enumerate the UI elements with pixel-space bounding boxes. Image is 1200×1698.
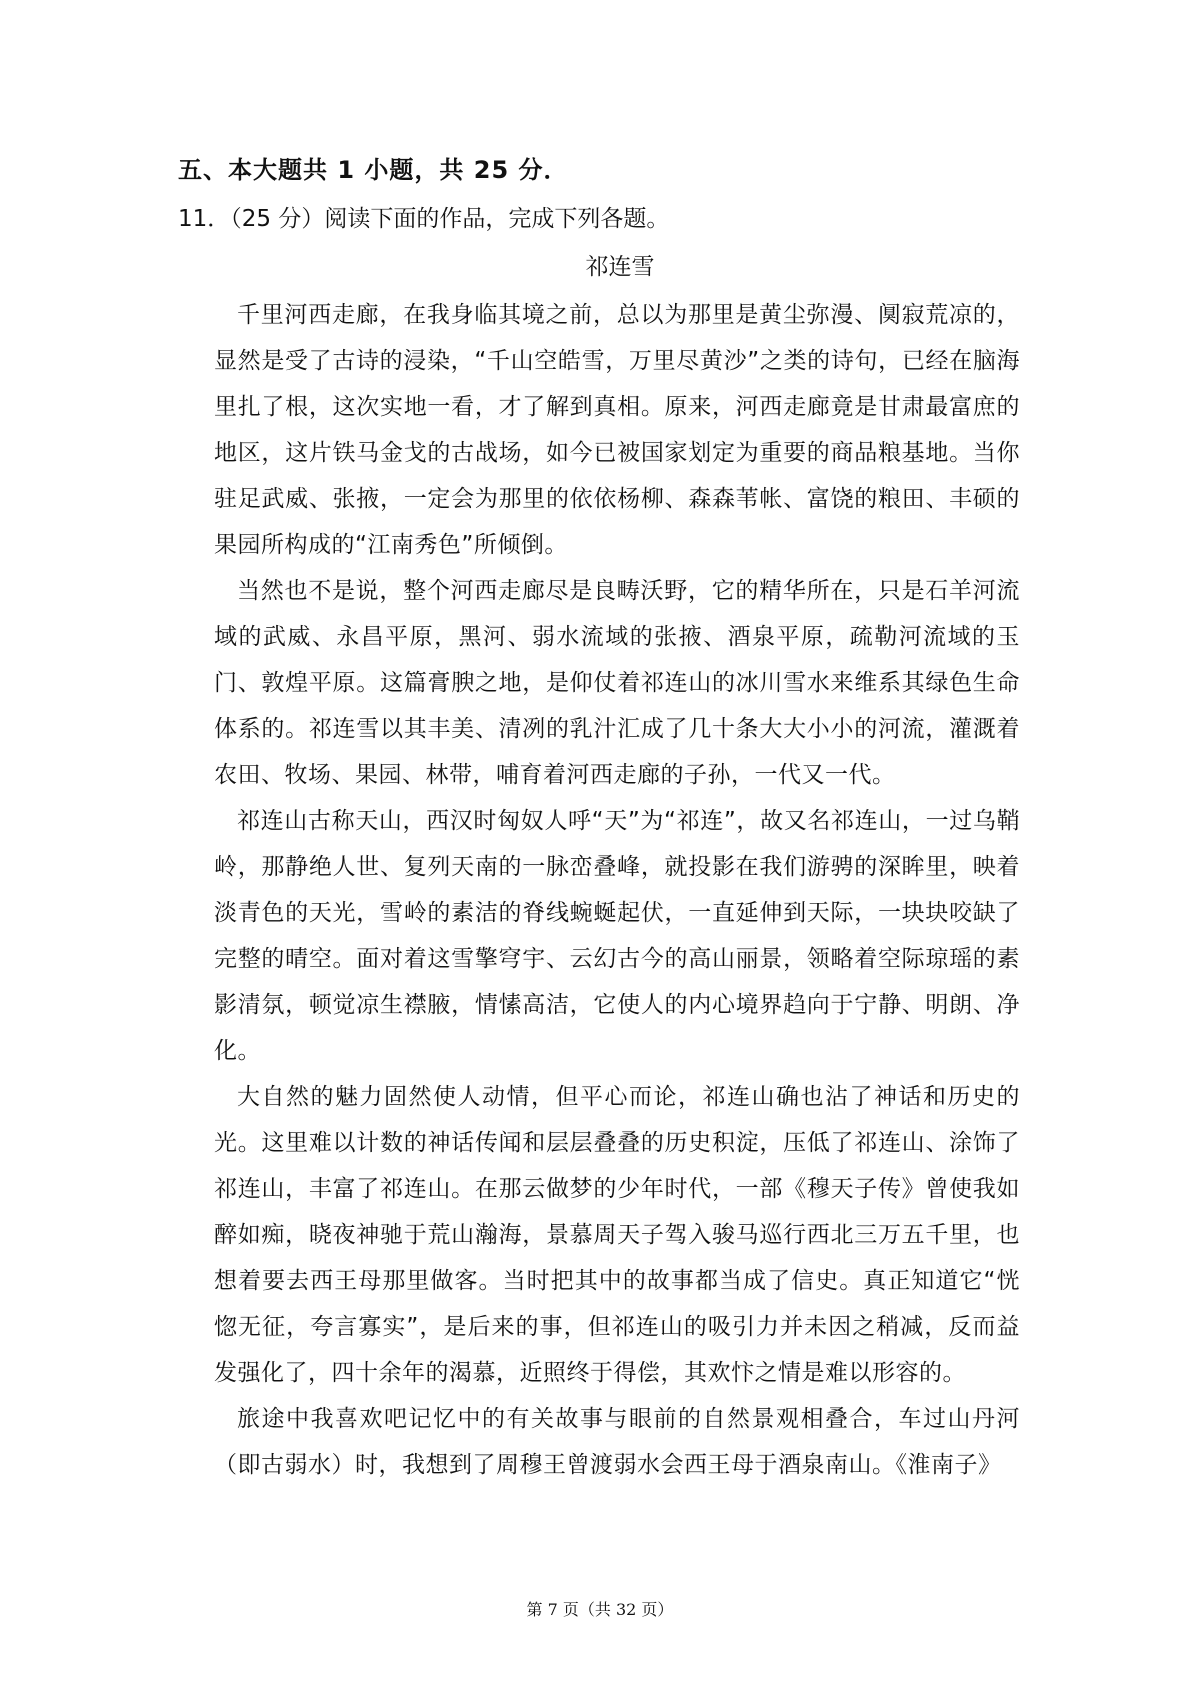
paragraph-4: 大自然的魅力固然使人动情，但平心而论，祁连山确也沾了神话和历史的光。这里难以计数的神话传闻和层层叠叠的历史积淀，压低了祁连山、涂饰了祁连山，丰富了祁连山。在那云做梦的少年时代，一部《穆天子传》曾使我如醉如痴，晓夜神驰于荒山瀚海，景慕周天子驾入骏马巡行西北三万五千里，也想着要去西王母那里做客。当时把其中的故事都当成了信史。真正知道它“恍惚无征，夸言寡实”，是后来的事，但祁连山的吸引力并未因之稍减，反而益发强化了，四十余年的渴慕，近照终于得偿，其欢忭之情是难以形容的。 xyxy=(214,1084,1020,1386)
page-number-footer: 第 7 页（共 32 页） xyxy=(526,1600,674,1619)
passage-body xyxy=(214,292,1020,1488)
paragraph-5: 旅途中我喜欢吧记忆中的有关故事与眼前的自然景观相叠合，车过山丹河（即古弱水）时，我想到了周穆王曾渡弱水会西王母于酒泉南山。《淮南子》 xyxy=(214,1406,1020,1478)
paragraph-1: 千里河西走廊，在我身临其境之前，总以为那里是黄尘弥漫、阒寂荒凉的，显然是受了古诗的浸染，“千山空皓雪，万里尽黄沙”之类的诗句，已经在脑海里扎了根，这次实地一看，才了解到真相。原来，河西走廊竟是甘肃最富庶的地区，这片铁马金戈的古战场，如今已被国家划定为重要的商品粮基地。当你驻足武威、张掖，一定会为那里的依依杨柳、森森苇帐、富饶的粮田、丰硕的果园所构成的“江南秀色”所倾倒。 xyxy=(214,302,1020,558)
question-prompt: 11．（25 分）阅读下面的作品，完成下列各题。 xyxy=(178,206,670,232)
paragraph-3: 祁连山古称天山，西汉时匈奴人呼“天”为“祁连”，故又名祁连山，一过乌鞘岭，那静绝人世、复列天南的一脉峦叠峰，就投影在我们游骋的深眸里，映着淡青色的天光，雪岭的素洁的脊线蜿蜒起伏，一直延伸到天际，一块块咬缺了完整的晴空。面对着这雪擎穹宇、云幻古今的高山丽景，领略着空际琼瑶的素影清氛，顿觉凉生襟腋，情愫高洁，它使人的内心境界趋向于宁静、明朗、净化。 xyxy=(214,808,1020,1064)
section-heading: 五、本大题共 1 小题，共 25 分． xyxy=(178,156,569,184)
paragraph-2: 当然也不是说，整个河西走廊尽是良畴沃野，它的精华所在，只是石羊河流域的武威、永昌平原，黑河、弱水流域的张掖、酒泉平原，疏勒河流域的玉门、敦煌平原。这篇膏腴之地，是仰仗着祁连山的冰川雪水来维系其绿色生命体系的。祁连雪以其丰美、清冽的乳汁汇成了几十条大大小小的河流，灌溉着农田、牧场、果园、林带，哺育着河西走廊的子孙，一代又一代。 xyxy=(214,578,1020,788)
passage-title: 祁连雪 xyxy=(585,254,655,280)
